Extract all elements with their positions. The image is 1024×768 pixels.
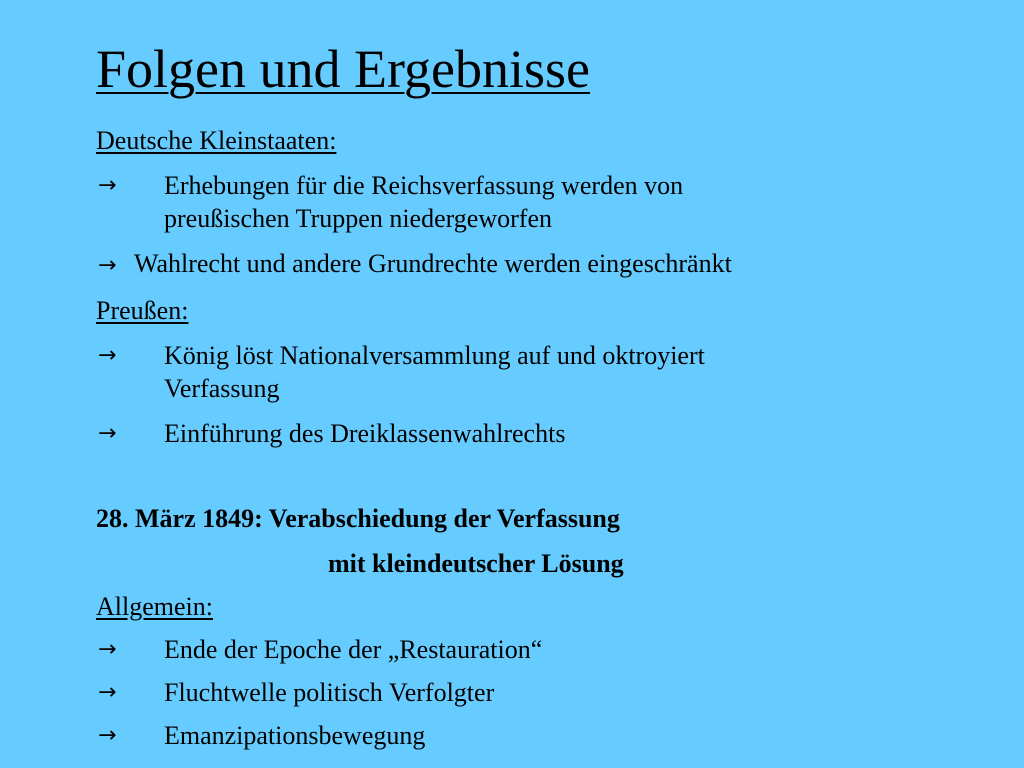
right-arrow-icon: → [98, 680, 117, 705]
verfassung-line-2: mit kleindeutscher Lösung [328, 549, 624, 578]
bullet-text-line: Erhebungen für die Reichsverfassung werden von [164, 171, 684, 200]
bullet-fluchtwelle [96, 676, 996, 709]
slide-content [96, 124, 996, 752]
bullet-dreiklassenwahlrecht [96, 417, 996, 450]
right-arrow-icon: → [98, 723, 117, 748]
section-heading-kleinstaaten: Deutsche Kleinstaaten: [96, 126, 337, 155]
right-arrow-icon: → [98, 637, 117, 662]
right-arrow-icon: → [98, 253, 117, 278]
bullet-text-line: König löst Nationalversammlung auf und oktroyiert [164, 341, 705, 370]
bullet-erhebungen [96, 169, 996, 235]
right-arrow-icon: → [98, 173, 117, 198]
bullet-restauration [96, 633, 996, 666]
bullet-text-line: Verfassung [164, 374, 280, 403]
bullet-emanzipation [96, 719, 996, 752]
bullet-text-line: Fluchtwelle politisch Verfolgter [164, 678, 495, 707]
verfassung-line-1: 28. März 1849: Verabschiedung der Verfassung [96, 504, 620, 533]
section-heading-allgemein: Allgemein: [96, 592, 213, 621]
bullet-text-line: Emanzipationsbewegung [164, 721, 426, 750]
bullet-text-line: Einführung des Dreiklassenwahlrechts [164, 419, 566, 448]
right-arrow-icon: → [98, 421, 117, 446]
bullet-koenig [96, 339, 996, 405]
right-arrow-icon: → [98, 343, 117, 368]
bullet-text-line: preußischen Truppen niedergeworfen [164, 204, 552, 233]
section-heading-preussen: Preußen: [96, 296, 189, 325]
slide-title: Folgen und Ergebnisse [96, 39, 590, 99]
bullet-text: Wahlrecht und andere Grundrechte werden eingeschränkt [134, 249, 732, 278]
bullet-text-line: Ende der Epoche der „Restauration“ [164, 635, 543, 664]
bullet-wahlrecht [96, 247, 996, 282]
